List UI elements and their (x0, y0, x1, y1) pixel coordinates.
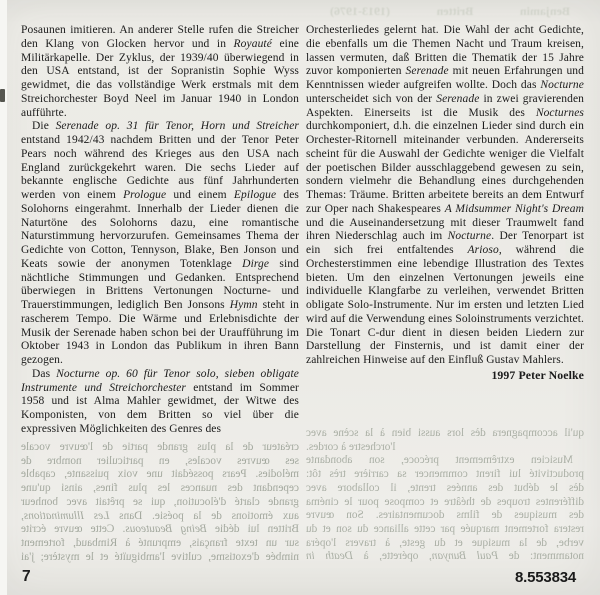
italic-text: Epilogue (233, 189, 277, 201)
text-segment: qu'il accompagnera dès lors aussi bien à la scène avec (306, 427, 584, 439)
catalog-number: 8.553834 (515, 569, 576, 586)
text-segment: . Der Tenorpart ist ein sich frei entfaltendes (306, 230, 584, 256)
text-segment: grande clarté d'élocution, qui se prêtait avec bonheur (21, 495, 299, 508)
text-column-right-paragraphs (306, 24, 584, 368)
text-segment: Britten lui dédie (206, 523, 299, 536)
text-segment: mélodies. Pears possédait une voix puissante, capable (21, 468, 299, 481)
italic-text: Being Beauteous (125, 523, 207, 536)
italic-text: Nocturne (447, 230, 492, 243)
showthrough-line (21, 510, 299, 524)
text-segment: sind nächtliche Stimmungen und Gedanken. Entsprechend überwiegen in Brittens Vertonungen Nocturne- und Trauerstimmungen, lediglich Ben Jonsons (21, 257, 299, 311)
text-segment: Die (32, 120, 56, 133)
showthrough-line (330, 5, 570, 19)
showthrough-line (21, 537, 299, 551)
italic-text: Les Illuminations, (21, 509, 110, 522)
italic-text: Prologue (123, 189, 167, 201)
italic-text: Nocturne op. 60 für Tenor solo, sieben obligate Instrumente und Streichorchester (21, 367, 299, 394)
author-byline: 1997 Peter Noelke (491, 367, 584, 382)
text-segment: mit neuen Erfahrungen und Kenntnissen wieder aufgreifen wollte. Doch das (306, 65, 584, 91)
text-segment: sur un texte français, emprunté à Rimbaud, fortement (21, 536, 299, 549)
showthrough-line (306, 441, 584, 455)
italic-text: Dirge (242, 257, 270, 270)
showthrough-line (306, 482, 584, 496)
showthrough-line (306, 427, 584, 441)
showthrough-line (306, 454, 584, 468)
showthrough-line (21, 551, 299, 565)
text-segment: eine Militärkapelle. Der Zyklus, der 1939/40 überwiegend in den USA entstand, ist der Sopranistin Sophie Wyss gewidmet, die das vollständige Werk erstmals mit dem Streichorchester Boyd Neel im Januar 1940 in London aufführte. (21, 37, 299, 119)
text-segment: des Solohorns eingerahmt. Innerhalb der Lieder dienen die Naturtöne des Solohorns dazu, eine romantische Naturstimmung hervorzurufen. Gemeinsames Thema der Gedichte von Cotton, Tennyson, Blake, Ben Jonson und Keats sowie der anonymen Totenklage (21, 189, 299, 270)
text-segment: entstand 1942/43 nachdem Britten und der Tenor Peter Pears noch während des Krieges aus den USA nach England zurückgekehrt waren. Die sechs Lieder auf bekannte englische Gedichte aus fünf Jahrhunderten werden von einem (21, 134, 299, 201)
italic-text: Serenade (436, 92, 480, 105)
showthrough-line (21, 455, 299, 469)
showthrough-line (306, 550, 584, 564)
italic-text: A Midsummer Night's Dream (444, 202, 584, 215)
paragraph (21, 120, 299, 368)
text-segment: , opérette, à (352, 550, 432, 563)
showthrough-line (306, 509, 584, 523)
paragraph (21, 368, 299, 437)
showthrough-line (21, 441, 299, 455)
text-segment: des musiques de films documentaires. Son œuvre (306, 509, 584, 522)
showthrough-line (306, 496, 584, 510)
text-segment: cependant des nuances les plus fines, ainsi qu'une (21, 482, 299, 495)
italic-text: Nocturne (540, 79, 584, 91)
showthrough-heading (330, 5, 570, 19)
text-segment: Orchesterliedes gelernt hat. Die Wahl der acht Gedichte, die ebenfalls um die Themen Nacht und Traum kreisen, lassen vermuten, daß Britten die Thematik der 15 Jahre zuvor komponierten (306, 24, 584, 78)
text-segment: entstand im Sommer 1958 und ist Alma Mahler gewidmet, der Witwe des Komponisten, von dem Britten so viel über die expressiven Möglichkeiten des Genres des (21, 381, 299, 435)
showthrough-right-column (306, 427, 584, 564)
italic-text: Nocturnes (535, 106, 584, 119)
text-segment: Posaunen imitieren. An anderer Stelle rufen die Streicher den Klang von Glocken hervor und in (21, 24, 299, 50)
text-segment: ses œuvres vocales, en particulier nombre de (21, 454, 299, 467)
page-number: 7 (22, 568, 31, 585)
text-segment: durchkomponiert, d.h. die einzelnen Lieder sind durch ein Orchester-Ritornell miteinander verbunden. Andererseits scheint für die Auswahl der Gedichte weniger die Vielfalt der poetischen Bilder ausschlaggebend gewesen zu sein, sondern vielmehr die Behandlung eines durchgehenden Themas: Träume. Britten arbeitete bereits an dem Entwurf zur Oper nach Shakespeares (306, 120, 584, 215)
text-segment: verbe, de la musique et du geste, à travers l'opéra (306, 536, 584, 549)
scan-edge-fleck (0, 89, 5, 102)
text-column-right (306, 24, 584, 382)
text-segment: unterscheidet sich von der (306, 92, 437, 105)
text-segment: in zwei gravierenden Aspekten. Einerseits ist die Musik des (306, 92, 585, 119)
paragraph (306, 24, 584, 368)
italic-text: Serenade op. 31 für Tenor, Horn und Streicher (55, 120, 299, 133)
showthrough-line (306, 468, 584, 482)
text-segment: Benjamin Britten (1913-1976) (330, 4, 570, 18)
showthrough-line (21, 482, 299, 496)
showthrough-line (21, 496, 299, 510)
text-segment: , während die Orchesterstimmen eine lebendige Illustration des Textes bieten. Um den einzelnen Vertonungen jeweils eine individuelle Klangfarbe zu verleihen, verwendet Britten obligate Solo-Instrumente. Nur im ersten und letzten Lied wird auf die Verwendung eines Soloinstruments verzichtet. Die Tonart C-dur dient in diesen beiden Liedern zur Darstellung der Finsternis, und ist damit einer der zahlreichen Hinweise auf den Einfluß Gustav Mahlers. (306, 244, 584, 366)
text-segment: und die Auseinandersetzung mit dieser Traumwelt fand ihren Niederschlag auch im (306, 216, 584, 243)
showthrough-line (21, 523, 299, 537)
text-segment: différentes troupes de théâtre et compose pour le cinéma (306, 495, 584, 508)
italic-text: Death in (305, 550, 353, 563)
text-segment: notamment: de (498, 550, 584, 563)
text-segment: Musicien extrêmement précoce, son abondante (306, 454, 573, 467)
italic-text: Arioso (467, 244, 499, 256)
italic-text: Hymn (229, 299, 258, 311)
text-segment: productivité lui firent commencer sa carrière très tôt: (306, 468, 584, 481)
text-segment: steht in rascherem Tempo. Die Wärme und Erlebnisdichte der Musik der Serenade haben schon bei der Uraufführung im Oktober 1943 in London das Publikum in ihren Bann gezogen. (21, 299, 299, 366)
showthrough-line (21, 468, 299, 482)
showthrough-line (306, 537, 584, 551)
paragraph (21, 24, 299, 120)
italic-text: Paul Bunyan (431, 550, 499, 563)
text-segment: . Cette œuvre écrite (21, 523, 126, 536)
text-column-left (21, 24, 299, 437)
text-segment: dès le début des années trente, il collabore avec (306, 481, 584, 494)
text-segment: créateur de la plus grande partie de l'œuvre vocale (21, 441, 299, 453)
text-segment: restera fortement marquée par cette alliance du son et du (306, 522, 584, 535)
showthrough-left-column (21, 441, 299, 564)
text-segment: nimbée d'exotisme, cultive l'ambiguïté et le mystère; j'ai (21, 550, 299, 563)
showthrough-line (306, 523, 584, 537)
text-segment: aux émotions de la poésie. Dans (109, 509, 299, 522)
italic-text: Serenade (405, 65, 449, 78)
text-segment: und einem (166, 189, 234, 201)
italic-text: Royauté (233, 37, 272, 50)
text-segment: Das (32, 367, 57, 380)
text-segment: l'orchestre à cordes. (306, 440, 396, 453)
